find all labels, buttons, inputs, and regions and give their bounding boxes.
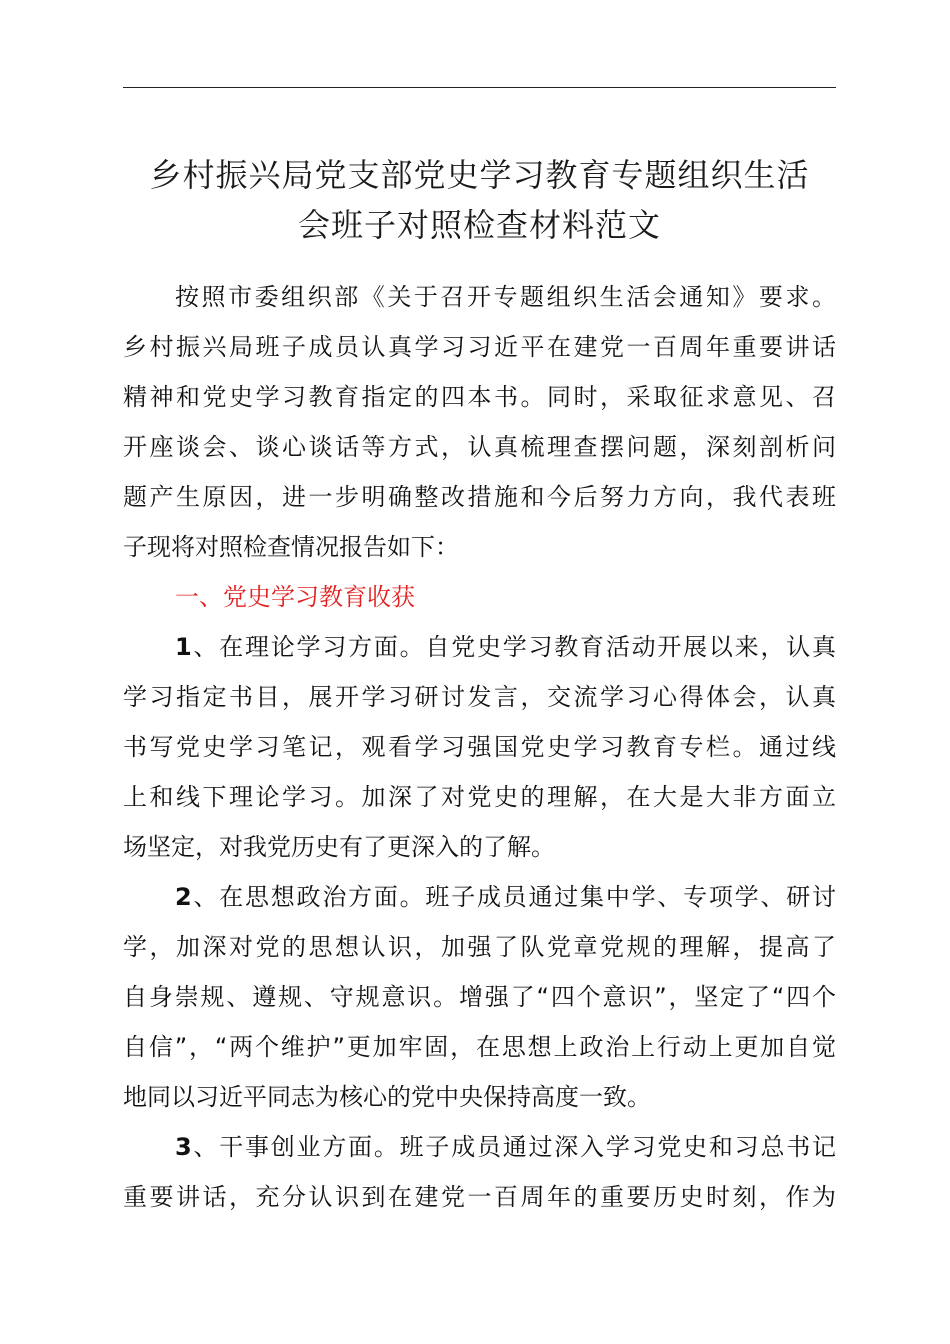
item-2-line: 自身崇规、遵规、守规意识。增强了“四个意识”，坚定了“四个 (123, 983, 836, 1011)
item-2-line: 自信”，“两个维护”更加牢固，在思想上政治上行动上更加自觉 (123, 1033, 836, 1061)
item-text: 、在理论学习方面。自党史学习教育活动开展以来，认真 (191, 633, 836, 661)
item-1-line: 场坚定，对我党历史有了更深入的了解。 (123, 833, 555, 861)
item-number: 3 (175, 1133, 192, 1161)
intro-line: 精神和党史学习教育指定的四本书。同时，采取征求意见、召 (123, 383, 836, 411)
document-title (123, 150, 836, 250)
section-heading: 一、党史学习教育收获 (175, 583, 415, 611)
item-3-first-line (123, 1122, 836, 1172)
item-text: 、干事创业方面。班子成员通过深入学习党史和习总书记 (191, 1133, 836, 1161)
item-1-first-line (123, 622, 836, 672)
item-2-line: 地同以习近平同志为核心的党中央保持高度一致。 (123, 1083, 651, 1111)
intro-line: 题产生原因，进一步明确整改措施和今后努力方向，我代表班 (123, 483, 836, 511)
title-line-2: 会班子对照检查材料范文 (297, 206, 661, 244)
item-number: 2 (175, 883, 192, 911)
item-3-line: 重要讲话，充分认识到在建党一百周年的重要历史时刻，作为 (123, 1183, 836, 1211)
intro-line: 开座谈会、谈心谈话等方式，认真梳理查摆问题，深刻剖析问 (123, 433, 836, 461)
intro-line: 子现将对照检查情况报告如下： (123, 533, 459, 561)
item-1-line: 书写党史学习笔记，观看学习强国党史学习教育专栏。通过线 (123, 733, 836, 761)
title-line-1: 乡村振兴局党支部党史学习教育专题组织生活 (149, 156, 810, 194)
document-body (123, 272, 836, 1222)
item-1-line: 上和线下理论学习。加深了对党史的理解，在大是大非方面立 (123, 783, 836, 811)
item-2-line: 学，加深对党的思想认识，加强了队党章党规的理解，提高了 (123, 933, 836, 961)
item-text: 、在思想政治方面。班子成员通过集中学、专项学、研讨 (191, 883, 836, 911)
item-number: 1 (175, 633, 192, 661)
header-rule (123, 87, 836, 88)
item-2-first-line (123, 872, 836, 922)
item-1-line: 学习指定书目，展开学习研讨发言，交流学习心得体会，认真 (123, 683, 836, 711)
intro-line: 乡村振兴局班子成员认真学习习近平在建党一百周年重要讲话 (123, 333, 836, 361)
intro-line: 按照市委组织部《关于召开专题组织生活会通知》要求。 (175, 283, 836, 311)
